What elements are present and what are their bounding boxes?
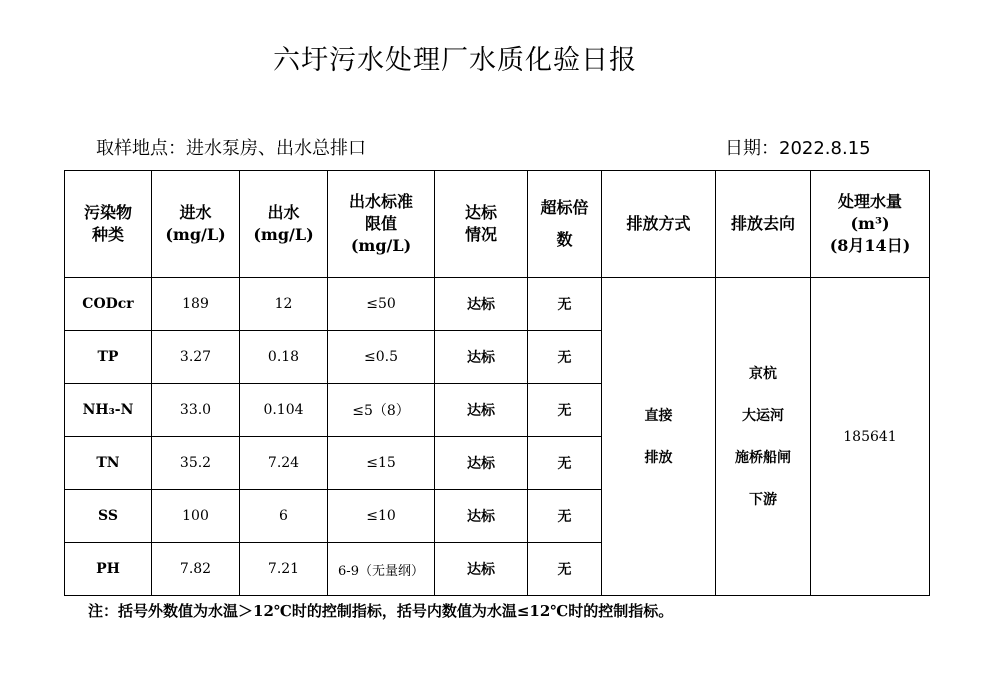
exceed-cell: 无 (528, 384, 602, 437)
header-status (435, 171, 528, 278)
table-header-row (65, 171, 930, 278)
header-discharge-direction: 排放去向 (716, 171, 811, 278)
inflow-cell: 100 (152, 490, 240, 543)
limit-cell: 6-9（无量纲） (328, 543, 435, 596)
header-exceed-line2: 数 (556, 230, 573, 249)
header-pollutant (65, 171, 152, 278)
pollutant-cell: SS (65, 490, 152, 543)
header-outflow (240, 171, 328, 278)
limit-cell: ≤50 (328, 278, 435, 331)
pollutant-cell: TP (65, 331, 152, 384)
treated-volume-cell: 185641 (811, 278, 930, 596)
header-status-line2: 情况 (464, 225, 497, 244)
discharge-direction-line4: 下游 (749, 491, 777, 508)
header-limit-line1: 出水标准 (348, 192, 413, 211)
header-inflow (152, 171, 240, 278)
pollutant-cell: PH (65, 543, 152, 596)
exceed-cell: 无 (528, 543, 602, 596)
limit-cell: ≤15 (328, 437, 435, 490)
discharge-direction-line2: 大运河 (742, 407, 784, 424)
header-limit-line3: (mg/L) (350, 236, 412, 255)
outflow-cell: 0.18 (240, 331, 328, 384)
header-outflow-line1: 出水 (267, 203, 300, 222)
outflow-cell: 7.21 (240, 543, 328, 596)
inflow-cell: 3.27 (152, 331, 240, 384)
header-volume-line2: (m³) (850, 214, 890, 233)
header-exceed (528, 171, 602, 278)
inflow-cell: 33.0 (152, 384, 240, 437)
discharge-direction-cell (716, 278, 811, 596)
footnote: 注：括号外数值为水温＞12℃时的控制指标，括号内数值为水温≤12℃时的控制指标。 (88, 602, 674, 620)
discharge-direction-line3: 施桥船闸 (735, 449, 791, 466)
header-volume-line1: 处理水量 (837, 192, 902, 211)
report-title: 六圩污水处理厂水质化验日报 (273, 45, 637, 76)
exceed-cell: 无 (528, 278, 602, 331)
pollutant-cell: CODcr (65, 278, 152, 331)
exceed-cell: 无 (528, 490, 602, 543)
header-pollutant-line2: 种类 (91, 225, 124, 244)
status-cell: 达标 (435, 437, 528, 490)
status-cell: 达标 (435, 278, 528, 331)
inflow-cell: 189 (152, 278, 240, 331)
discharge-direction-line1: 京杭 (749, 365, 777, 382)
limit-cell: ≤0.5 (328, 331, 435, 384)
header-outflow-line2: (mg/L) (253, 225, 314, 244)
pollutant-cell: TN (65, 437, 152, 490)
outflow-cell: 12 (240, 278, 328, 331)
exceed-cell: 无 (528, 437, 602, 490)
header-discharge-method: 排放方式 (602, 171, 716, 278)
header-status-line1: 达标 (464, 203, 497, 222)
outflow-cell: 7.24 (240, 437, 328, 490)
limit-cell: ≤10 (328, 490, 435, 543)
header-exceed-line1: 超标倍 (540, 198, 589, 217)
pollutant-cell: NH₃-N (65, 384, 152, 437)
sampling-place: 取样地点：进水泵房、出水总排口 (96, 138, 366, 159)
limit-cell: ≤5（8） (328, 384, 435, 437)
header-inflow-line1: 进水 (179, 203, 212, 222)
inflow-cell: 35.2 (152, 437, 240, 490)
status-cell: 达标 (435, 384, 528, 437)
exceed-cell: 无 (528, 331, 602, 384)
report-date: 日期：2022.8.15 (725, 138, 871, 159)
header-volume-line3: (8月14日) (829, 236, 911, 255)
status-cell: 达标 (435, 543, 528, 596)
header-pollutant-line1: 污染物 (83, 203, 132, 222)
status-cell: 达标 (435, 490, 528, 543)
discharge-method-line1: 直接 (644, 407, 673, 424)
header-limit-line2: 限值 (364, 214, 397, 233)
water-quality-table (64, 170, 930, 596)
outflow-cell: 6 (240, 490, 328, 543)
inflow-cell: 7.82 (152, 543, 240, 596)
discharge-method-cell (602, 278, 716, 596)
status-cell: 达标 (435, 331, 528, 384)
header-inflow-line2: (mg/L) (165, 225, 226, 244)
outflow-cell: 0.104 (240, 384, 328, 437)
table-row (65, 278, 930, 331)
header-limit (328, 171, 435, 278)
header-volume (811, 171, 930, 278)
discharge-method-line2: 排放 (644, 449, 673, 466)
